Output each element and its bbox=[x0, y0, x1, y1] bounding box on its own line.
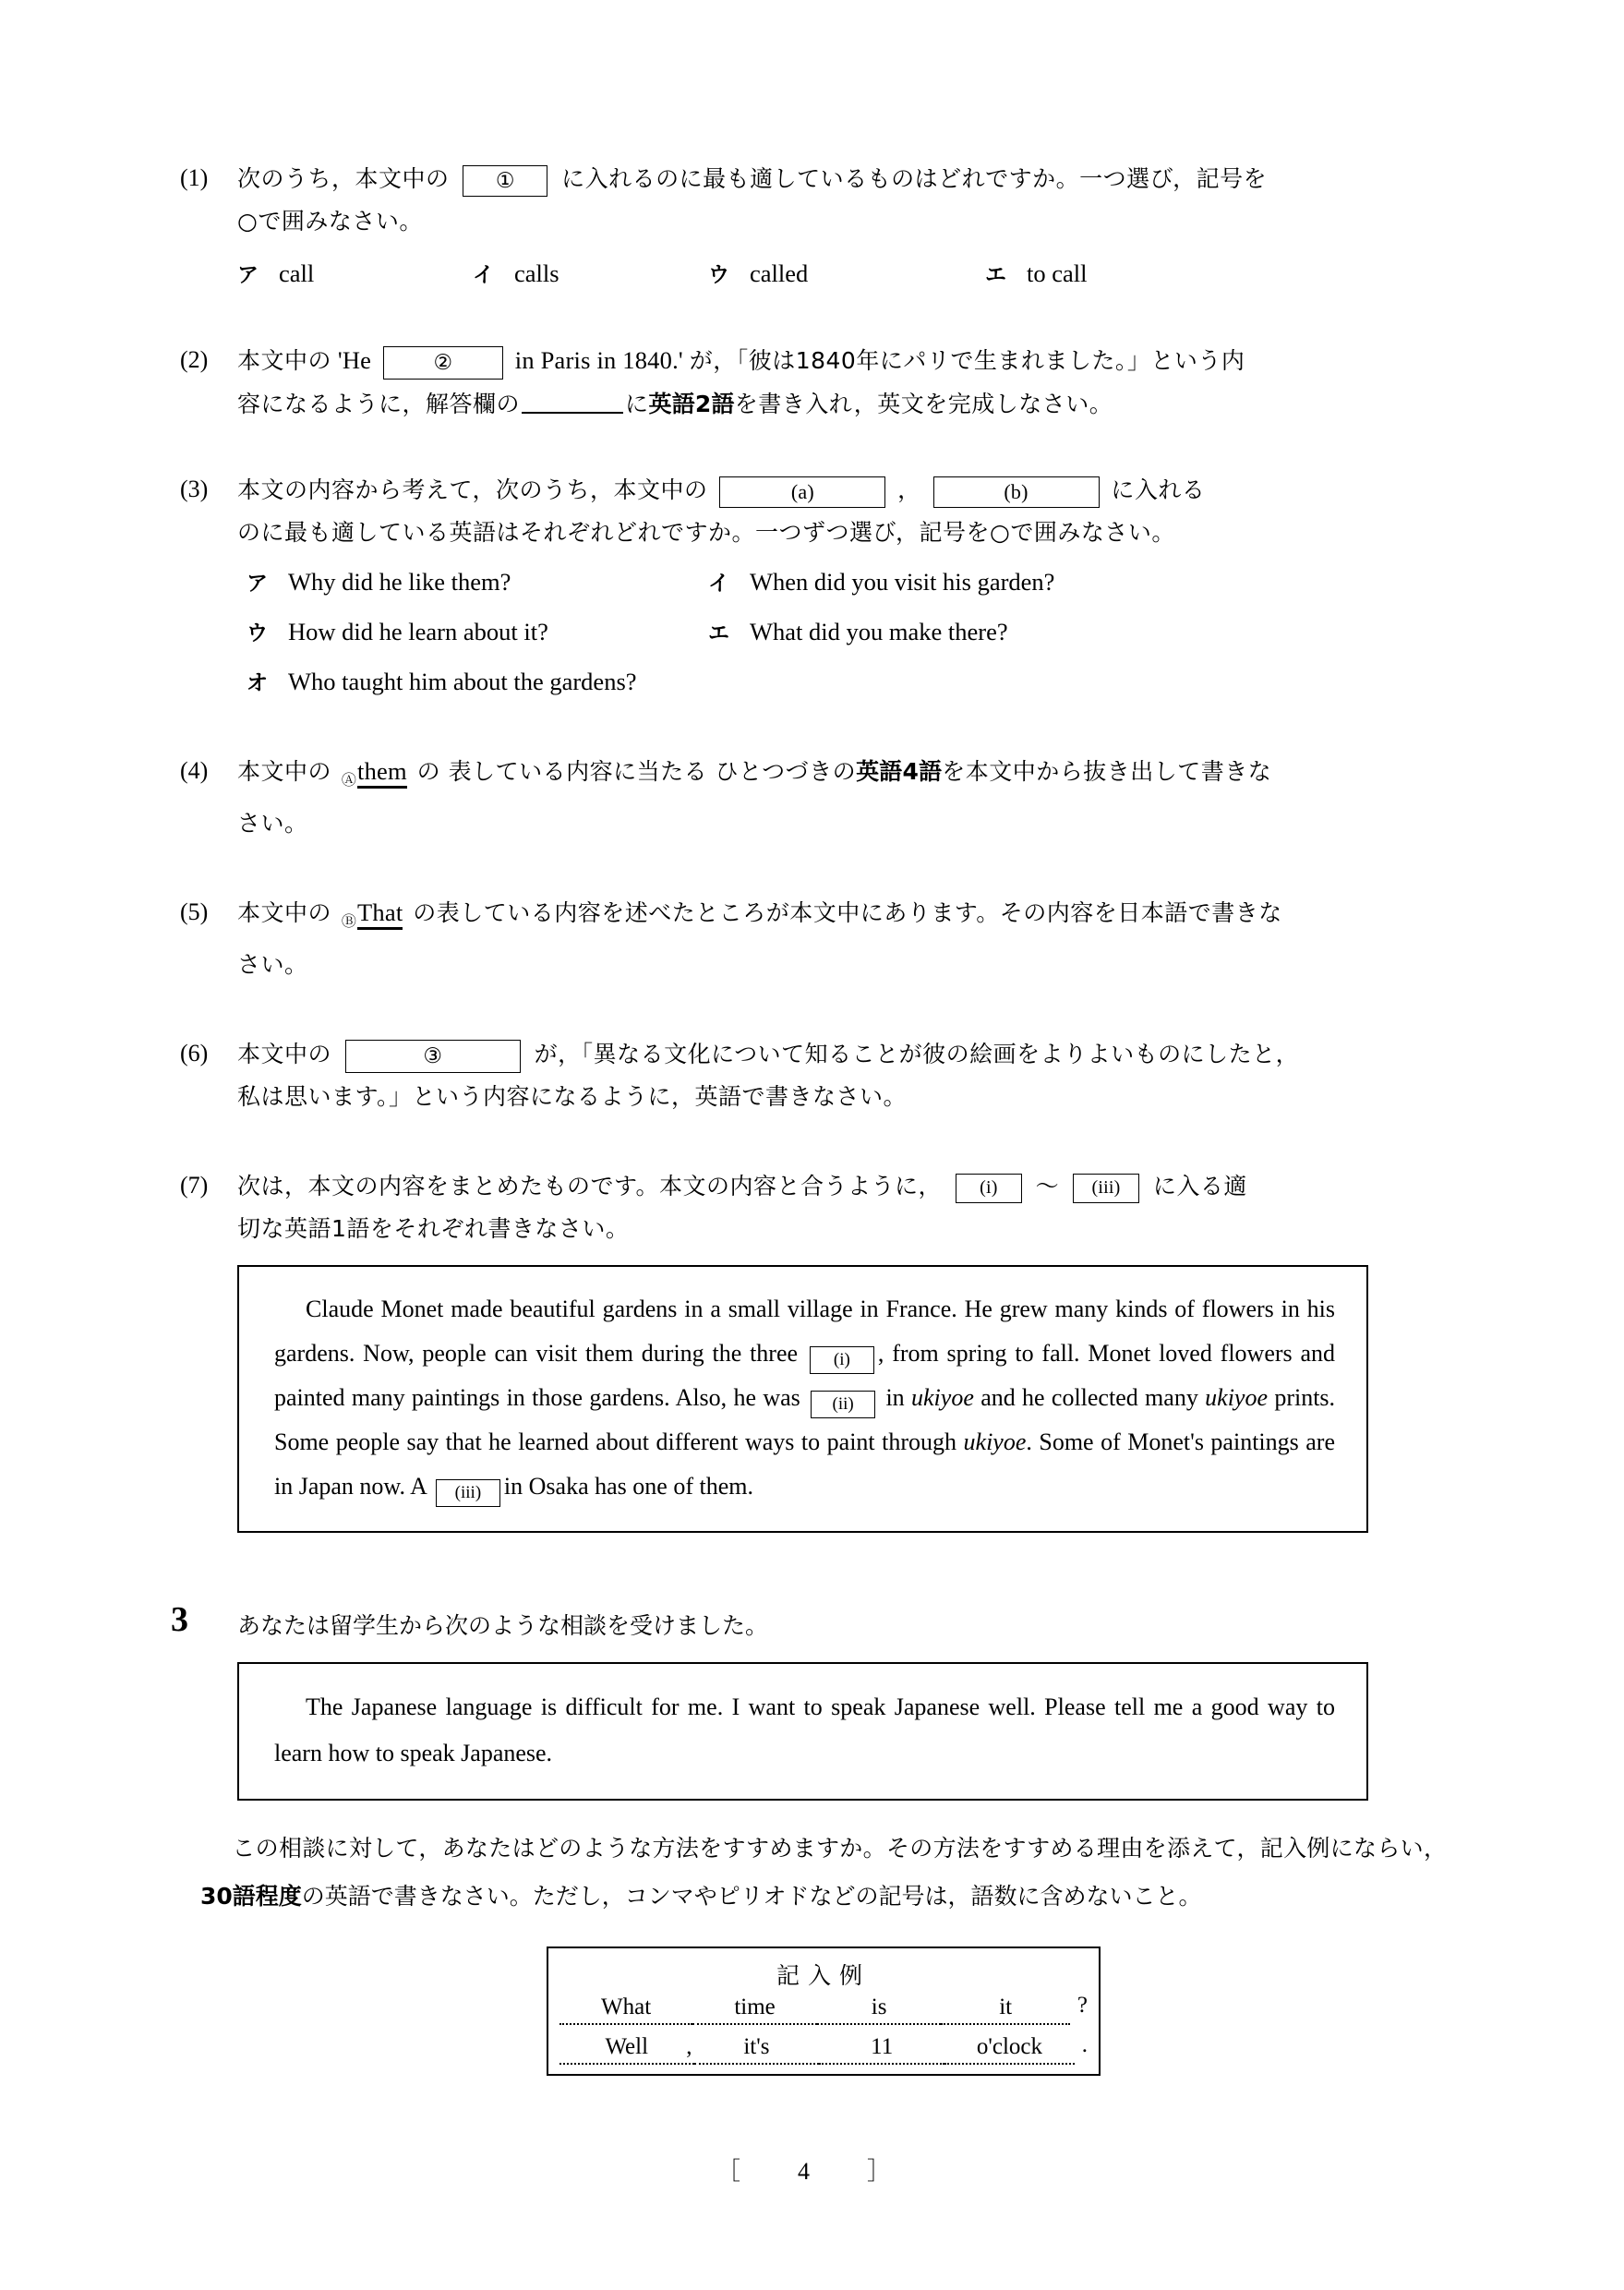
question-4-text-c: を本文中から抜き出して書きな bbox=[942, 758, 1272, 785]
instruction-bold-wordcount: 30語程度 bbox=[200, 1883, 302, 1910]
question-2 bbox=[180, 339, 1467, 426]
question-2-text-line2-a: 容になるように，解答欄の bbox=[237, 391, 521, 417]
choice-label: How did he learn about it? bbox=[288, 618, 548, 645]
question-6-text-line2: 私は思います。」という内容になるように，英語で書きなさい。 bbox=[237, 1083, 908, 1110]
question-7-number: (7) bbox=[180, 1172, 209, 1199]
question-3-number: (3) bbox=[180, 476, 209, 502]
example-cell[interactable]: time bbox=[692, 1993, 817, 2025]
choice-3-a[interactable] bbox=[247, 561, 708, 604]
choice-1-d[interactable] bbox=[985, 252, 1088, 296]
question-7-blank-box-iii[interactable]: (iii) bbox=[1073, 1174, 1139, 1203]
example-cell[interactable] bbox=[559, 2032, 694, 2065]
question-7-blank-box-i[interactable]: (i) bbox=[956, 1174, 1022, 1203]
choice-label: called bbox=[750, 259, 809, 287]
choice-label: to call bbox=[1027, 259, 1088, 287]
question-4-bold-words: 英語4語 bbox=[856, 758, 943, 785]
choice-marker: ウ bbox=[247, 621, 268, 645]
question-4-marked-word bbox=[342, 750, 407, 802]
summary-part-3a: in bbox=[885, 1384, 905, 1411]
summary-blank-i[interactable]: (i) bbox=[810, 1346, 874, 1374]
summary-part-4: in Osaka has one of them. bbox=[503, 1473, 753, 1500]
question-5-text-b: の表している内容を述べたところが本文中にあります。その内容を日本語で書きな bbox=[413, 899, 1282, 926]
question-4-text-a: 本文中の bbox=[237, 758, 332, 785]
choice-marker: ア bbox=[237, 263, 259, 287]
choice-label: When did you visit his garden? bbox=[750, 568, 1055, 596]
question-7-text-line2: 切な英語1語をそれぞれ書きなさい。 bbox=[237, 1215, 630, 1242]
example-table-wrapper bbox=[180, 1946, 1467, 2076]
example-row2-comma: , bbox=[686, 2034, 692, 2059]
circled-letter-b: Ⓑ bbox=[341, 914, 357, 930]
choice-3-b[interactable] bbox=[708, 561, 1467, 604]
choice-marker: ウ bbox=[708, 263, 729, 287]
example-cell[interactable]: o'clock bbox=[944, 2032, 1075, 2065]
section-3-number: 3 bbox=[171, 1600, 188, 1639]
question-2-number: (2) bbox=[180, 346, 209, 373]
example-table-title: 記入例 bbox=[776, 1962, 871, 1989]
question-2-bold-words: 英語2語 bbox=[648, 391, 735, 417]
example-cell[interactable]: What bbox=[559, 1993, 692, 2025]
question-7-text-b: に入る適 bbox=[1152, 1173, 1247, 1199]
choice-marker: イ bbox=[473, 263, 494, 287]
summary-part-3c: prints. Some people say that he learned about different ways to paint through bbox=[274, 1384, 1336, 1455]
instruction-text-b: の英語で書きなさい。ただし，コンマやピリオドなどの記号は，語数に含めないこと。 bbox=[301, 1883, 1202, 1910]
section-3 bbox=[171, 1600, 1467, 2076]
circled-letter-a: Ⓐ bbox=[341, 773, 357, 789]
question-1-number: (1) bbox=[180, 164, 209, 191]
question-7 bbox=[180, 1164, 1467, 1533]
question-6-number: (6) bbox=[180, 1040, 209, 1067]
question-3-blank-box-a[interactable]: (a) bbox=[719, 476, 885, 508]
page-footer: ［ 4 ］ bbox=[716, 2158, 908, 2185]
example-row-question bbox=[559, 1993, 1088, 2025]
question-6-blank-box[interactable]: ③ bbox=[345, 1040, 521, 1073]
choice-1-b[interactable] bbox=[473, 252, 708, 296]
example-cell-text: Well bbox=[605, 2034, 649, 2059]
question-4-number: (4) bbox=[180, 757, 209, 784]
choice-marker: オ bbox=[247, 671, 268, 695]
example-cell[interactable]: it's bbox=[694, 2032, 820, 2065]
question-4-text-b: の 表している内容に当たる ひとつづきの bbox=[416, 758, 857, 785]
question-1-text-a: 次のうち，本文中の bbox=[237, 165, 450, 192]
question-1-blank-box[interactable]: ① bbox=[463, 165, 547, 197]
question-5-text-line2: さい。 bbox=[237, 951, 308, 978]
summary-italic-ukiyoe-1: ukiyoe bbox=[911, 1384, 974, 1411]
choice-marker: エ bbox=[708, 621, 729, 645]
question-3-text-line2: のに最も適している英語はそれぞれどれですか。一つずつ選び，記号を○で囲みなさい。 bbox=[237, 519, 1175, 546]
choice-marker: エ bbox=[985, 263, 1006, 287]
section-3-instruction bbox=[200, 1825, 1447, 1921]
question-1-text-b: に入れるのに最も適しているものはどれですか。一つ選び，記号を bbox=[561, 165, 1268, 192]
choice-marker: ア bbox=[247, 572, 268, 596]
question-2-text-line2-b: に bbox=[625, 391, 649, 417]
example-cell[interactable]: 11 bbox=[819, 2032, 944, 2065]
question-7-tilde: ～ bbox=[1035, 1173, 1060, 1199]
choice-label: Why did he like them? bbox=[288, 568, 511, 596]
consultation-line-1: The Japanese language is difficult for me. I want to speak Japanese well. Please tell me a bbox=[306, 1693, 1203, 1720]
example-cell[interactable]: is bbox=[817, 1993, 942, 2025]
underlined-word: That bbox=[357, 898, 403, 930]
question-1-text-line2: ○で囲みなさい。 bbox=[237, 208, 423, 235]
choice-label: Who taught him about the gardens? bbox=[288, 668, 637, 695]
question-2-answer-underline[interactable] bbox=[522, 393, 623, 414]
question-2-text-b: が，「彼は1840年にパリで生まれました。」という内 bbox=[689, 347, 1245, 374]
underlined-word: them bbox=[357, 757, 407, 789]
question-5-text-a: 本文中の bbox=[237, 899, 332, 926]
question-2-text-line2-c: を書き入れ，英文を完成しなさい。 bbox=[734, 391, 1113, 417]
question-2-quote-rest: in Paris in 1840.' bbox=[514, 346, 683, 374]
choice-3-d[interactable] bbox=[708, 611, 1467, 654]
question-1 bbox=[180, 157, 1467, 296]
example-row1-end-punctuation: ? bbox=[1077, 1993, 1088, 2018]
question-2-blank-box[interactable]: ② bbox=[383, 346, 503, 380]
question-3-comma: ， bbox=[897, 476, 921, 503]
question-5-marked-word bbox=[342, 891, 403, 944]
question-5-number: (5) bbox=[180, 898, 209, 925]
question-7-text-a: 次は，本文の内容をまとめたものです。本文の内容と合うように， bbox=[237, 1173, 943, 1199]
question-3-blank-box-b[interactable]: (b) bbox=[933, 476, 1100, 508]
question-3 bbox=[180, 468, 1467, 704]
summary-blank-ii[interactable]: (ii) bbox=[811, 1391, 875, 1418]
choice-marker: イ bbox=[708, 572, 729, 596]
choice-label: call bbox=[279, 259, 315, 287]
question-6-text-b: が，「異なる文化について知ることが彼の絵画をよりよいものにしたと， bbox=[534, 1041, 1300, 1067]
summary-italic-ukiyoe-3: ukiyoe bbox=[963, 1428, 1027, 1455]
summary-passage-box bbox=[237, 1265, 1368, 1533]
choice-1-c[interactable] bbox=[708, 252, 985, 296]
summary-part-3d: . Some of Monet's paintings are in Japan now. A bbox=[274, 1428, 1335, 1500]
example-cell[interactable]: it bbox=[941, 1993, 1069, 2025]
question-3-text-b: に入れる bbox=[1111, 476, 1206, 503]
section-3-heading: あなたは留学生から次のような相談を受けました。 bbox=[237, 1612, 769, 1639]
consultation-line-2: good way to learn how to speak Japanese. bbox=[274, 1693, 1335, 1766]
question-1-choices bbox=[237, 252, 1467, 296]
example-row-answer bbox=[559, 2032, 1088, 2065]
consultation-box bbox=[237, 1662, 1368, 1801]
question-4-text-line2: さい。 bbox=[237, 810, 308, 837]
question-3-choices bbox=[247, 561, 1467, 704]
summary-part-3b: and he collected many bbox=[980, 1384, 1198, 1411]
choice-label: calls bbox=[514, 259, 559, 287]
choice-3-e[interactable] bbox=[247, 661, 708, 704]
question-5 bbox=[180, 891, 1467, 986]
instruction-text-a: この相談に対して，あなたはどのような方法をすすめますか。その方法をすすめる理由を添えて，記入例にならい， bbox=[232, 1835, 1447, 1862]
summary-part-1: Claude Monet made beautiful gardens in a small village in France. He grew many kinds of flowers in his gardens. Now, people can visit them during the three bbox=[274, 1296, 1335, 1367]
question-6-text-a: 本文中の bbox=[237, 1041, 332, 1067]
summary-part-2: , from spring to fall. Monet loved flowers and painted many paintings in those gardens. Also, he was bbox=[274, 1340, 1335, 1411]
example-row2-end-punctuation: . bbox=[1081, 2032, 1088, 2057]
question-2-text-a: 本文中の bbox=[237, 347, 332, 374]
question-6 bbox=[180, 1032, 1467, 1118]
question-4 bbox=[180, 750, 1467, 845]
summary-italic-ukiyoe-2: ukiyoe bbox=[1205, 1384, 1268, 1411]
choice-3-c[interactable] bbox=[247, 611, 708, 654]
example-table bbox=[547, 1946, 1101, 2076]
question-3-text-a: 本文の内容から考えて，次のうち，本文中の bbox=[237, 476, 708, 503]
choice-label: What did you make there? bbox=[750, 618, 1008, 645]
summary-blank-iii[interactable]: (iii) bbox=[436, 1479, 500, 1507]
question-2-quote-open: 'He bbox=[337, 346, 372, 374]
choice-1-a[interactable] bbox=[237, 252, 473, 296]
